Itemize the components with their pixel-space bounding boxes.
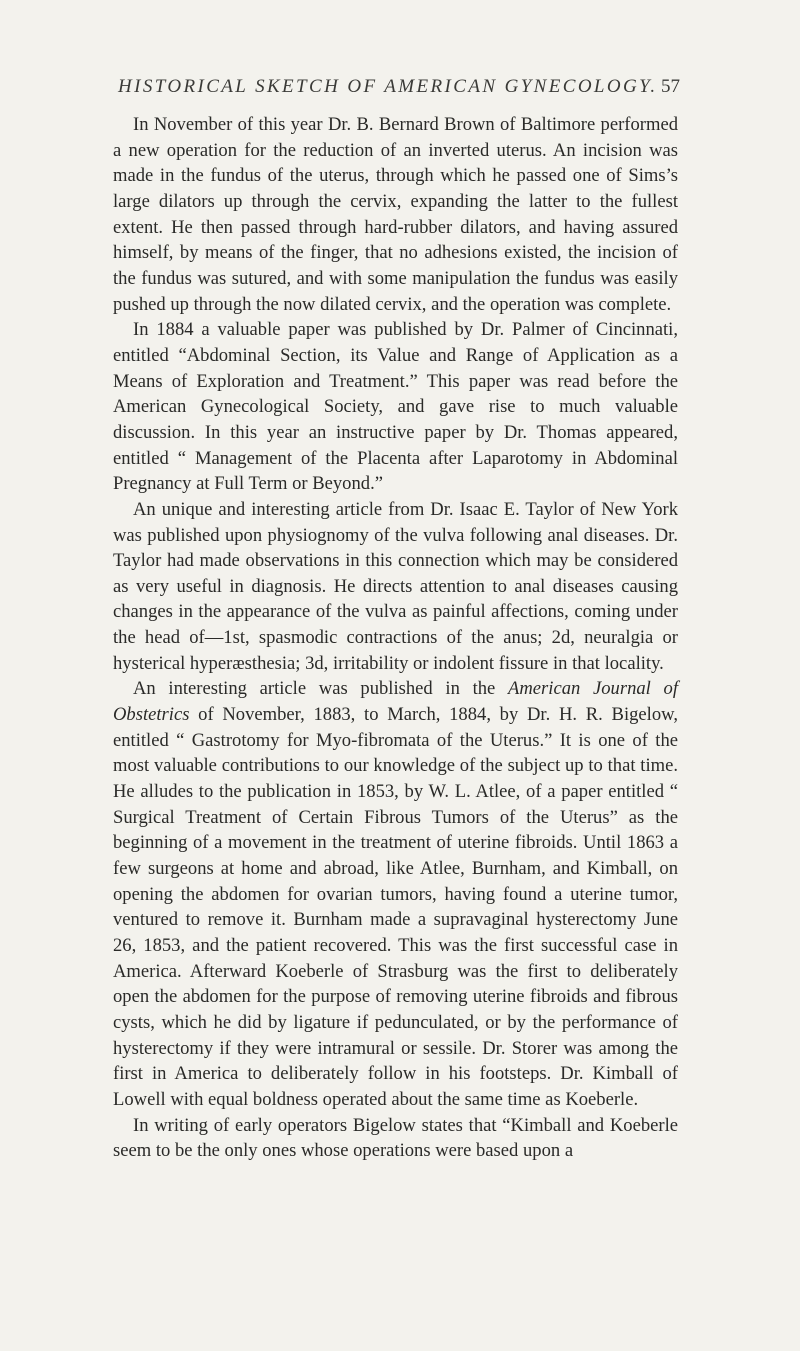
paragraph-rest-text: of November, 1883, to March, 1884, by Dr. H. R. Bigelow, entitled “ Gastrotomy for Myo-fibromata of the Uterus.” It is one of the most valuable contributions to our knowledge of the subject up to that time. He alludes to the publication in 1853, by W. L. Atlee, of a paper entitled “ Surgical Treatment of Certain Fibrous Tumors of the Uterus” as the beginning of a movement in the treatment of uterine fibroids. Until 1863 a few surgeons at home and abroad, like Atlee, Burnham, and Kimball, on opening the abdomen for ovarian tumors, having found a uterine tumor, ventured to remove it. Burnham made a supravaginal hysterectomy June 26, 1853, and the patient recovered. This was the first successful case in America. Afterward Koeberle of Strasburg was the first to deliberately open the abdomen for the purpose of removing uterine fibroids and fibrous cysts, which he did by ligature if pedunculated, or by the performance of hysterectomy if they were intramural or sessile. Dr. Storer was among the first in America to deliberately follow in his footsteps. Dr. Kimball of Lowell with equal boldness operated about the same time as Koeberle. bbox=[113, 704, 678, 1110]
paragraph-early-operators: In writing of early operators Bigelow states that “Kimball and Koeberle seem to be the only ones whose operations were based upon a bbox=[113, 1114, 678, 1162]
paragraph-taylor-vulva: An unique and interesting article from Dr. Isaac E. Taylor of New York was published upon physiognomy of the vulva following anal diseases. Dr. Taylor had made observations in this connection which may be considered as very useful in diagnosis. He directs attention to anal diseases causing changes in the appearance of the vulva as painful affections, coming under the head of—1st, spasmodic contractions of the anus; 2d, neuralgia or hysterical hyperæsthesia; 3d, irritability or indolent fissure in that locality. bbox=[113, 498, 678, 674]
paragraph-lead-text: An interesting article was published in the bbox=[133, 678, 508, 700]
body-text bbox=[113, 112, 678, 1164]
paragraph-brown-inverted-uterus: In November of this year Dr. B. Bernard Brown of Baltimore performed a new operation for the reduction of an inverted uterus. An incision was made in the fundus of the uterus, through which he passed one of Sims’s large dilators up through the cervix, expanding the latter to the fullest extent. He then passed through hard-rubber dilators, and having assured himself, by means of the finger, that no adhesions existed, the incision of the fundus was sutured, and with some manipulation the fundus was easily pushed up through the now dilated cervix, and the operation was complete. bbox=[113, 114, 678, 315]
paragraph-palmer-abdominal-section: In 1884 a valuable paper was published by Dr. Palmer of Cincinnati, entitled “Abdominal Section, its Value and Range of Application as a Means of Exploration and Treatment.” This paper was read before the American Gynecological Society, and gave rise to much valuable discussion. In this year an instructive paper by Dr. Thomas appeared, entitled “ Management of the Placenta after Laparotomy in Abdominal Pregnancy at Full Term or Beyond.” bbox=[113, 319, 678, 495]
page-number: 57 bbox=[661, 76, 680, 97]
running-head bbox=[118, 76, 680, 106]
journal-title: American Journal of Obstetrics bbox=[113, 678, 678, 726]
paragraph-bigelow-gastrotomy bbox=[113, 676, 678, 1112]
running-title: HISTORICAL SKETCH OF AMERICAN GYNECOLOGY. bbox=[118, 76, 658, 97]
